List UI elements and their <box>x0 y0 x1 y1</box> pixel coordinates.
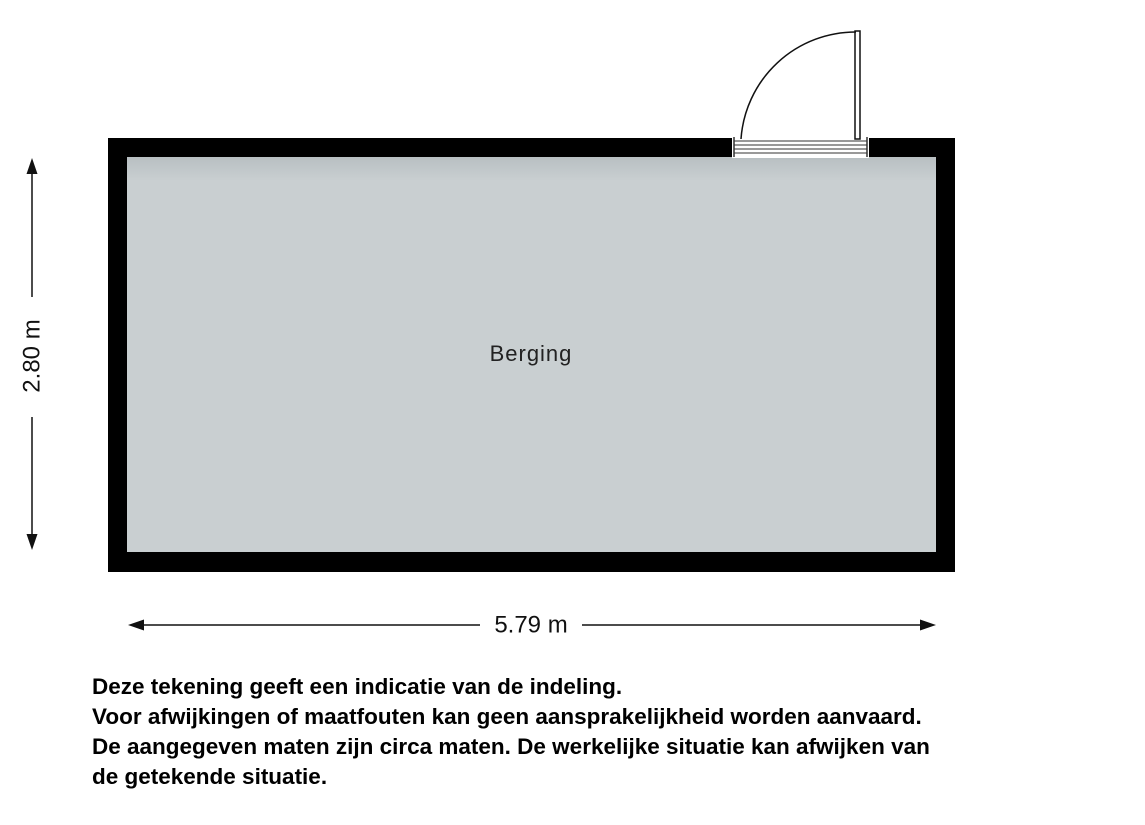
room-name-label: Berging <box>489 341 573 366</box>
arrow-down-icon <box>27 534 38 550</box>
arrow-left-icon <box>128 620 144 631</box>
disclaimer-line-3: De aangegeven maten zijn circa maten. De werkelijke situatie kan afwijken van <box>92 734 930 759</box>
arrow-right-icon <box>920 620 936 631</box>
disclaimer-line-1: Deze tekening geeft een indicatie van de indeling. <box>92 674 623 699</box>
disclaimer-text <box>92 672 1137 792</box>
height-dimension <box>19 158 46 550</box>
height-dimension-label: 2.80 m <box>18 319 46 393</box>
width-dimension <box>128 612 936 639</box>
disclaimer-line-2: Voor afwijkingen of maatfouten kan geen aansprakelijkheid worden aanvaard. <box>92 704 922 729</box>
disclaimer-line-4: de getekende situatie. <box>92 764 328 789</box>
door-swing-icon <box>732 31 869 158</box>
width-dimension-label: 5.79 m <box>494 611 568 639</box>
arrow-up-icon <box>27 158 38 174</box>
